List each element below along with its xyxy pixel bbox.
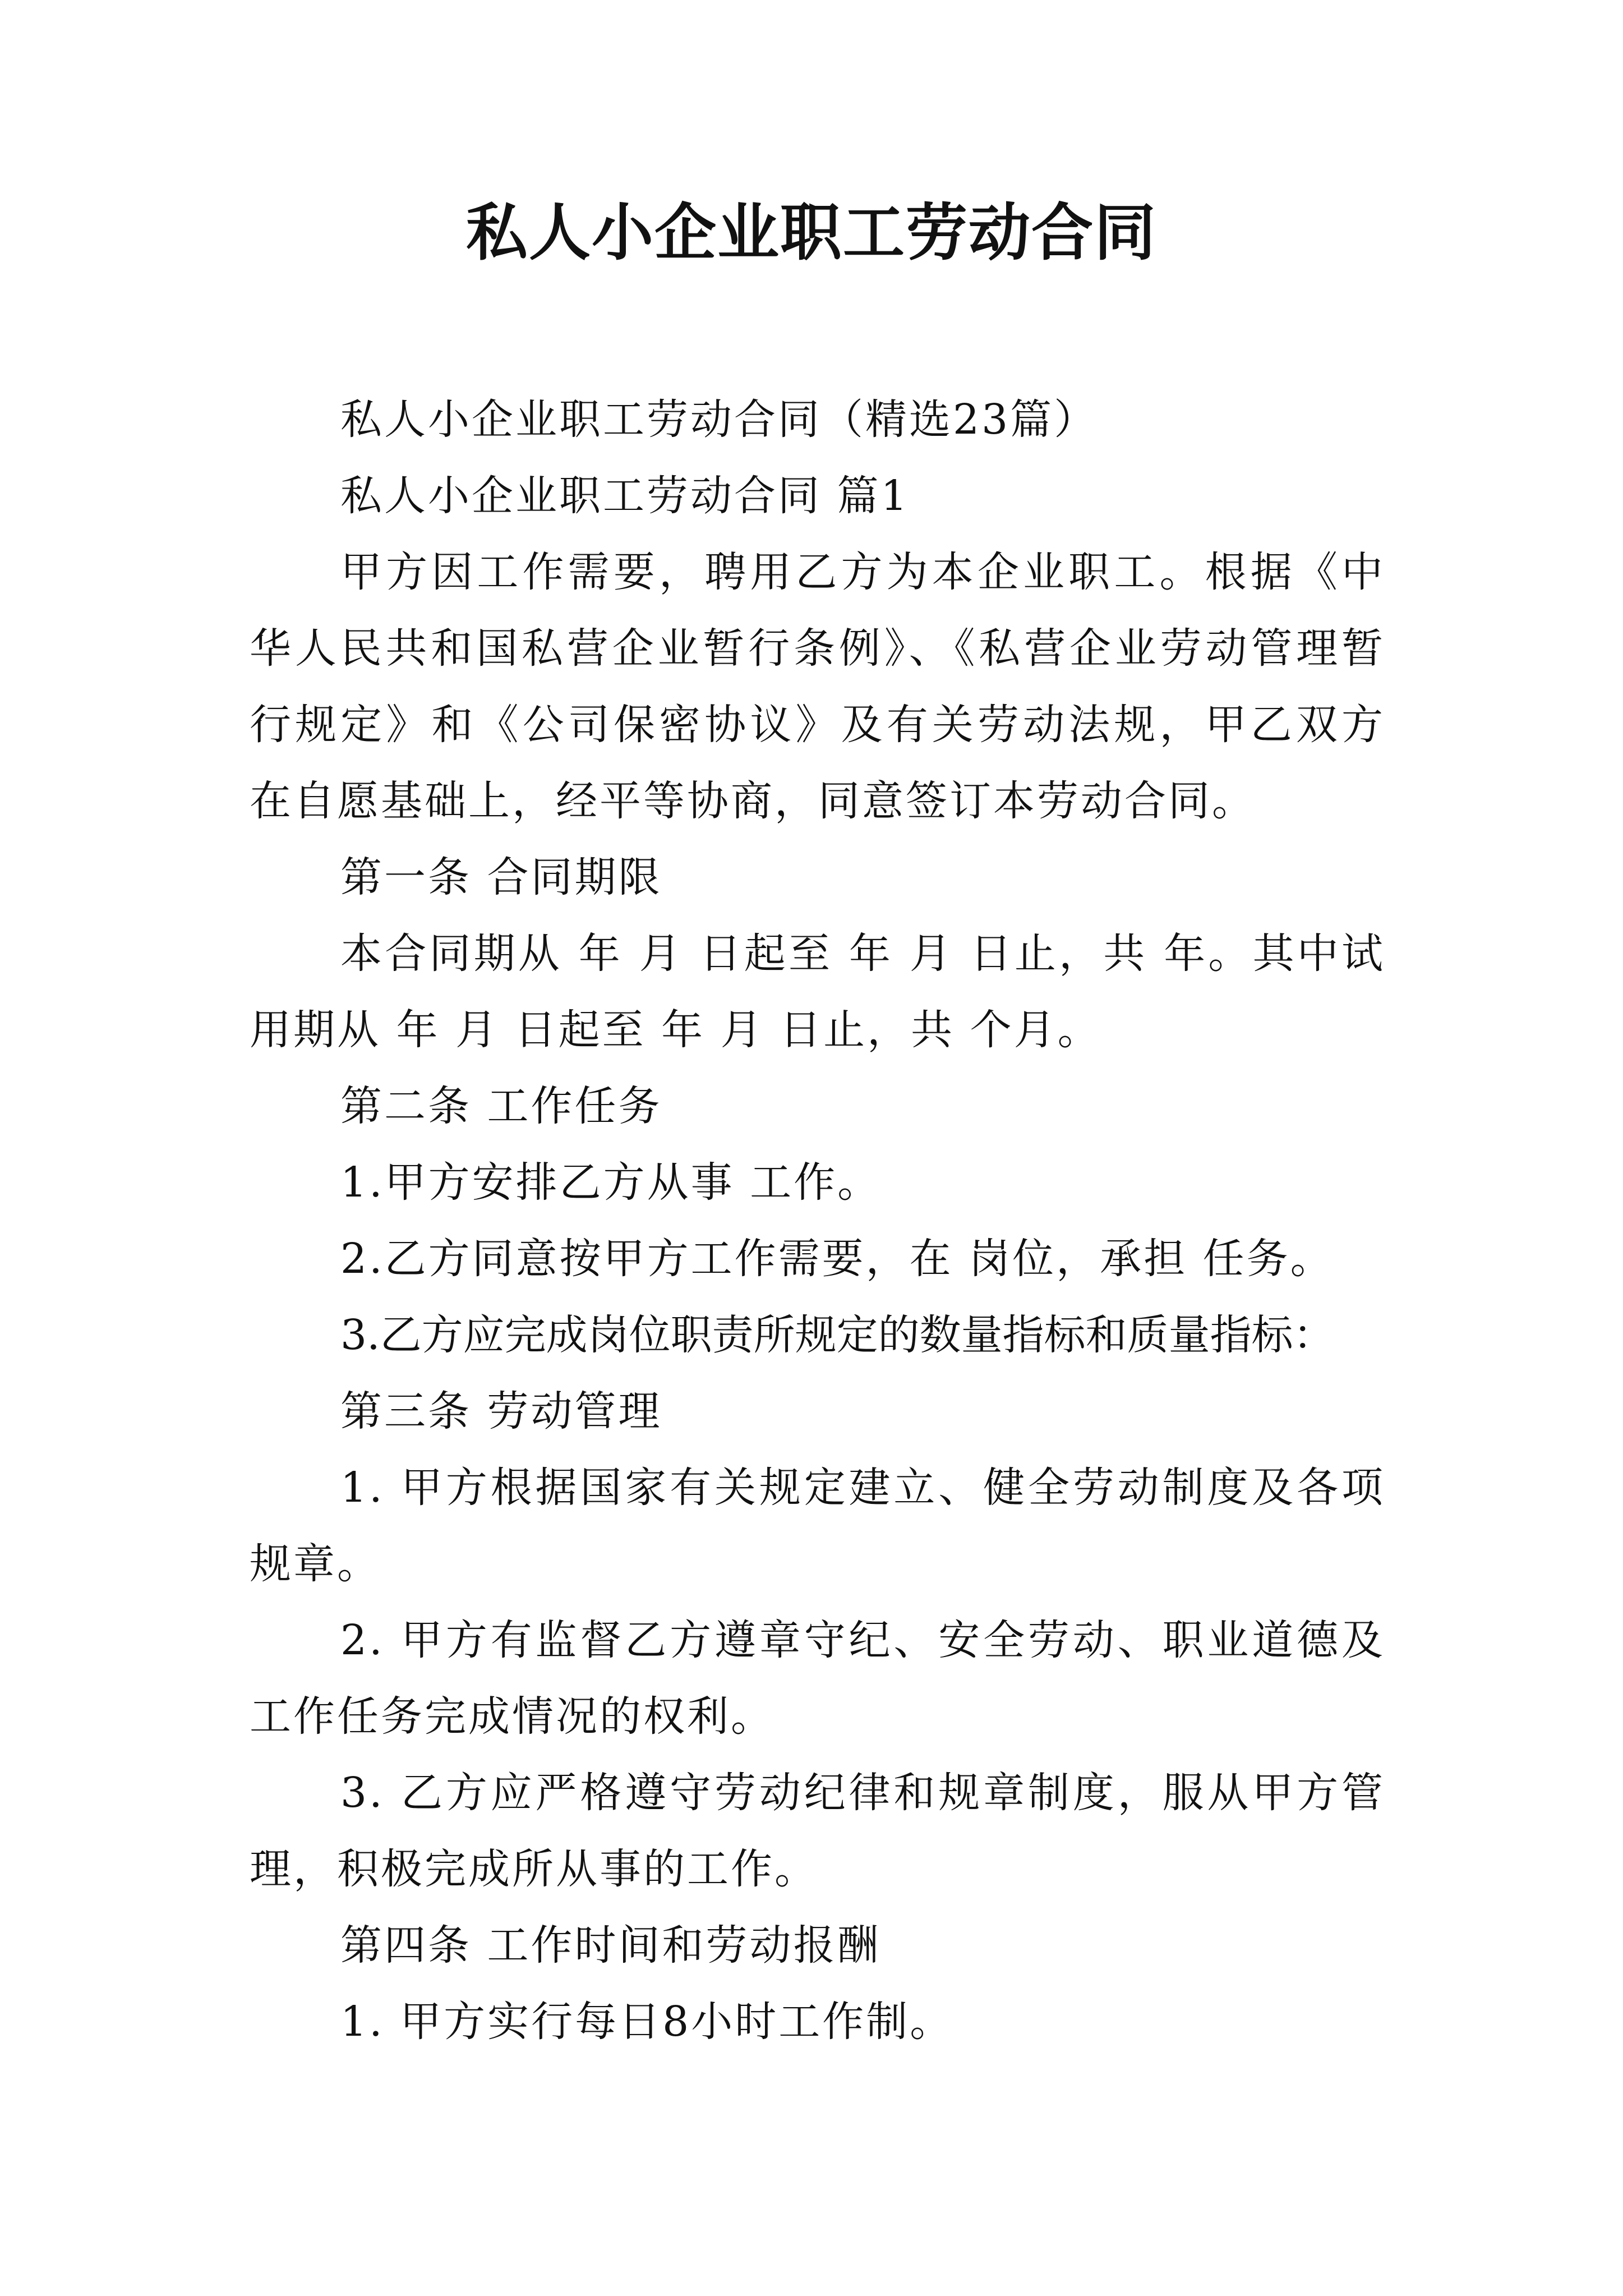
article-2-heading: 第二条 工作任务 — [340, 1082, 662, 1130]
article-2-item-2: 2.乙方同意按甲方工作需要，在 岗位，承担 任务。 — [340, 1235, 1334, 1283]
article-1-body: 本合同期从 年 月 日起至 年 月 日止，共 年。其中试用期从 年 月 日起至 年 月 日止，共 个月。 — [250, 930, 1385, 1054]
document-body — [250, 381, 1385, 2060]
article-4-heading: 第四条 工作时间和劳动报酬 — [340, 1921, 881, 1970]
article-2-item-3: 3.乙方应完成岗位职责所规定的数量指标和质量指标： — [340, 1311, 1335, 1359]
article-3-item-2: 2. 甲方有监督乙方遵章守纪、安全劳动、职业道德及工作任务完成情况的权利。 — [250, 1616, 1385, 1741]
article-2-item-1: 1.甲方安排乙方从事 工作。 — [340, 1158, 882, 1207]
paragraph-preamble: 甲方因工作需要，聘用乙方为本企业职工。根据《中华人民共和国私营企业暂行条例》、《私营企业劳动管理暂行规定》和《公司保密协议》及有关劳动法规，甲乙双方在自愿基础上，经平等协商，同意签订本劳动合同。 — [250, 548, 1385, 825]
paragraph-chapter-heading: 私人小企业职工劳动合同 篇1 — [340, 472, 910, 520]
paragraph-subtitle: 私人小企业职工劳动合同（精选23篇） — [340, 395, 1098, 444]
article-3-item-1: 1. 甲方根据国家有关规定建立、健全劳动制度及各项规章。 — [250, 1464, 1385, 1588]
article-3-item-3: 3. 乙方应严格遵守劳动纪律和规章制度，服从甲方管理，积极完成所从事的工作。 — [250, 1769, 1385, 1893]
document-title: 私人小企业职工劳动合同 — [466, 196, 1157, 269]
article-1-heading: 第一条 合同期限 — [340, 853, 662, 901]
article-3-heading: 第三条 劳动管理 — [340, 1387, 662, 1435]
article-4-item-1: 1. 甲方实行每日8小时工作制。 — [340, 1998, 954, 2046]
